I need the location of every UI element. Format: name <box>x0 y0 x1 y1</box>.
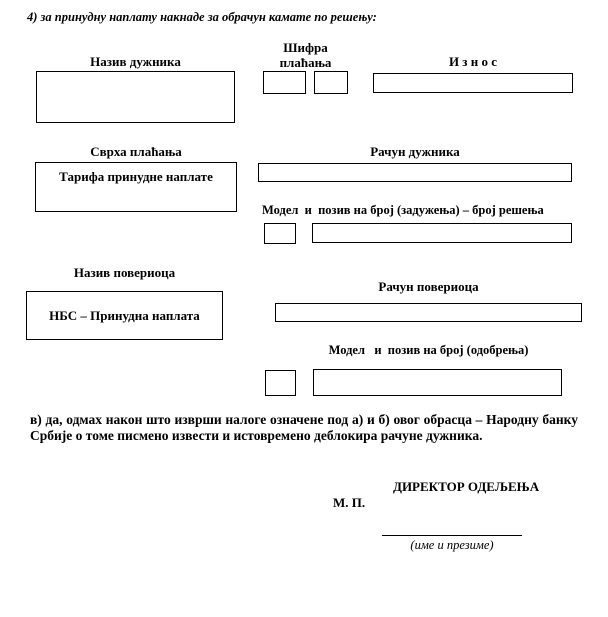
creditor-name-value: НБС – Принудна наплата <box>49 307 200 323</box>
form-section-heading: 4) за принудну наплату накнаде за обрачун камате по решењу: <box>27 10 377 24</box>
payment-code-label-line1: Шифра <box>283 40 328 55</box>
debtor-name-field[interactable] <box>36 71 235 123</box>
closing-paragraph: в) да, одмах након што изврши налоге означене под а) и б) овог обрасца – Народну банку Србије о томе писмено извести и истовремено деблокира рачуне дужника. <box>30 412 578 443</box>
model-credit-label: Модел и позив на број (одобрења) <box>328 343 529 357</box>
payment-code-field-2[interactable] <box>314 71 348 94</box>
purpose-field[interactable] <box>35 162 237 212</box>
amount-field[interactable] <box>373 73 573 93</box>
seal-mark: М. П. <box>333 495 366 510</box>
debtor-name-label: Назив дужника <box>90 54 181 69</box>
payment-code-label <box>263 41 348 71</box>
director-title: ДИРЕКТОР ОДЕЉЕЊА <box>393 479 540 494</box>
signature-name-caption: (име и презиме) <box>410 538 494 552</box>
model-credit-code-field[interactable] <box>265 370 296 396</box>
purpose-value: Тарифа принудне наплате <box>59 169 213 184</box>
model-debit-reference-field[interactable] <box>312 223 572 243</box>
creditor-name-label: Назив повериоца <box>73 265 176 280</box>
creditor-account-field[interactable] <box>275 303 582 322</box>
debtor-account-label: Рачун дужника <box>370 144 460 159</box>
purpose-label: Сврха плаћања <box>90 144 182 159</box>
creditor-account-label: Рачун повериоца <box>378 279 479 294</box>
model-credit-reference-field[interactable] <box>313 369 562 396</box>
signature-line[interactable] <box>382 535 522 536</box>
creditor-name-field[interactable] <box>26 291 223 340</box>
amount-label: И з н о с <box>448 54 498 69</box>
model-debit-code-field[interactable] <box>264 223 296 244</box>
payment-code-label-line2: плаћања <box>279 54 332 70</box>
debtor-account-field[interactable] <box>258 163 572 182</box>
payment-code-field-1[interactable] <box>263 71 306 94</box>
model-debit-label: Модел и позив на број (задужења) – број решења <box>262 203 544 217</box>
